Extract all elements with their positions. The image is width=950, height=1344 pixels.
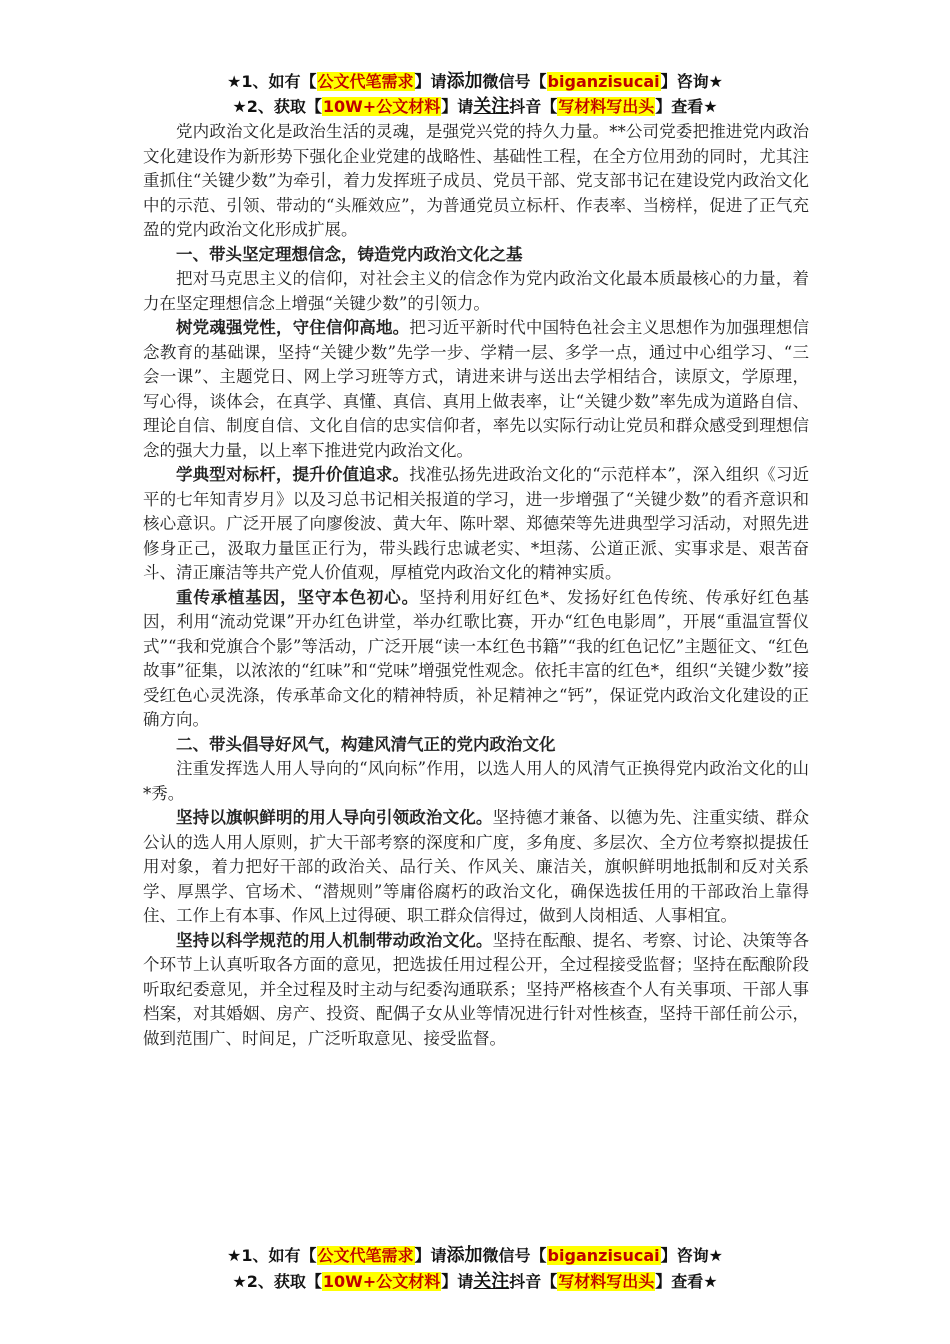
paragraph-text: 找准弘扬先进政治文化的“示范样本”，深入组织《习近平的七年知青岁月》以及习总书记相关报道的学习，进一步增强了“关键少数”的看齐意识和核心意识。广泛开展了向廖俊波、黄大年、陈叶翠、郑德荣等先进典型学习活动，对照先进修身正己，汲取力量匡正行为，带头践行忠诚老实、*坦荡、公道正派、实事求是、艰苦奋斗、清正廉洁等共产党人价值观，厚植党内政治文化的精神实质。	[143, 465, 810, 582]
section1-paragraph-2	[143, 463, 809, 586]
paragraph-text: 坚持德才兼备、以德为先、注重实绩、群众公认的选人用人原则，扩大干部考察的深度和广度，多角度、多层次、全方位考察拟提拔任用对象，着力把好干部的政治关、品行关、作风关、廉洁关，旗帜鲜明地抵制和反对关系学、厚黑学、官场术、“潜规则”等庸俗腐朽的政治文化，确保选拔任用的干部政治上靠得住、工作上有本事、作风上过得硬、职工群众信得过，做到人岗相适、人事相宜。	[143, 808, 810, 925]
promo-text: 抖音【	[509, 1272, 558, 1291]
promo-suffix: 】查看★	[655, 97, 718, 116]
promo-text: 】请	[414, 1246, 447, 1265]
section2-paragraph-2	[143, 929, 809, 1052]
promo-line-wechat-bottom	[0, 1244, 950, 1268]
promo-line-douyin-bottom	[0, 1270, 950, 1294]
paragraph-lead: 坚持以科学规范的用人机制带动政治文化。	[176, 930, 493, 950]
promo-text: 微信号【	[482, 72, 547, 91]
promo-emphasis: 关注	[473, 96, 510, 117]
paragraph-lead: 树党魂强党性，守住信仰高地。	[176, 318, 410, 337]
section2-heading: 二、带头倡导好风气，构建风清气正的党内政治文化	[176, 734, 556, 754]
promo-text: 】请	[441, 97, 474, 116]
promo-line-wechat-top	[0, 70, 950, 94]
promo-prefix: ★1、如有【	[227, 72, 317, 91]
promo-suffix: 】查看★	[655, 1272, 718, 1291]
intro-paragraph: 党内政治文化是政治生活的灵魂，是强党兴党的持久力量。**公司党委把推进党内政治文化建设作为新形势下强化企业党建的战略性、基础性工程，在全方位用劲的同时，尤其注重抓住“关键少数”为牵引，着力发挥班子成员、党员干部、党支部书记在建设党内政治文化中的示范、引领、带动的“头雁效应”，为普通党员立标杆、作表率、当榜样，促进了正气充盈的党内政治文化形成扩展。	[143, 122, 809, 239]
section1-intro: 把对马克思主义的信仰，对社会主义的信念作为党内政治文化最本质最核心的力量，着力在坚定理想信念上增强“关键少数”的引领力。	[143, 269, 809, 313]
paragraph-lead: 坚持以旗帜鲜明的用人导向引领政治文化。	[176, 808, 493, 827]
promo-prefix: ★2、获取【	[232, 97, 322, 116]
promo-highlight-materials: 10W+公文材料	[322, 97, 441, 116]
promo-highlight-materials: 10W+公文材料	[322, 1272, 441, 1291]
promo-prefix: ★1、如有【	[227, 1246, 317, 1265]
paragraph-lead: 重传承植基因，坚守本色初心。	[176, 587, 419, 607]
section1-paragraph-1	[143, 316, 809, 463]
promo-text: 微信号【	[482, 1246, 547, 1265]
section1-paragraph-3	[143, 586, 809, 733]
promo-highlight-service: 公文代笔需求	[317, 1246, 414, 1265]
promo-emphasis: 添加	[446, 71, 483, 92]
promo-highlight-douyin-id: 写材料写出头	[558, 97, 655, 116]
promo-suffix: 】咨询★	[660, 1246, 723, 1265]
promo-emphasis: 添加	[446, 1245, 483, 1266]
promo-prefix: ★2、获取【	[232, 1272, 322, 1291]
promo-suffix: 】咨询★	[660, 72, 723, 91]
section1-heading: 一、带头坚定理想信念，铸造党内政治文化之基	[176, 244, 523, 264]
promo-highlight-wechat-id: biganzisucai	[547, 1246, 660, 1265]
paragraph-lead: 学典型对标杆，提升价值追求。	[176, 465, 410, 484]
promo-highlight-wechat-id: biganzisucai	[547, 72, 660, 91]
document-body	[143, 120, 809, 1051]
promo-line-douyin-top	[0, 95, 950, 119]
section2-paragraph-1	[143, 806, 809, 929]
section2-intro: 注重发挥选人用人导向的“风向标”作用，以选人用人的风清气正换得党内政治文化的山*秀。	[143, 759, 809, 803]
promo-highlight-service: 公文代笔需求	[317, 72, 414, 91]
promo-text: 】请	[441, 1272, 474, 1291]
paragraph-text: 把习近平新时代中国特色社会主义思想作为加强理想信念教育的基础课，坚持“关键少数”先学一步、学精一层、多学一点，通过中心组学习、“三会一课”、主题党日、网上学习班等方式，请进来讲与送出去学相结合，读原文，学原理，写心得，谈体会，在真学、真懂、真信、真用上做表率，让“关键少数”率先成为道路自信、理论自信、制度自信、文化自信的忠实信仰者，率先以实际行动让党员和群众感受到理想信念的强大力量，以上率下推进党内政治文化。	[143, 318, 810, 460]
paragraph-text: 坚持在酝酿、提名、考察、讨论、决策等各个环节上认真听取各方面的意见，把选拔任用过程公开，全过程接受监督；坚持在酝酿阶段听取纪委意见，并全过程及时主动与纪委沟通联系；坚持严格核查个人有关事项、干部人事档案，对其婚姻、房产、投资、配偶子女从业等情况进行针对性核查，坚持干部任前公示，做到范围广、时间足，广泛听取意见、接受监督。	[143, 930, 810, 1048]
paragraph-text: 坚持利用好红色*、发扬好红色传统、传承好红色基因，利用“流动党课”开办红色讲堂，举办红歌比赛，开办“红色电影周”，开展“重温宣誓仪式”“我和党旗合个影”等活动，广泛开展“读一本红色书籍”“我的红色记忆”主题征文、“红色故事”征集，以浓浓的“红味”和“党味”增强党性观念。依托丰富的红色*，组织“关键少数”接受红色心灵洗涤，传承革命文化的精神特质，补足精神之“钙”，保证党内政治文化建设的正确方向。	[143, 587, 810, 729]
promo-highlight-douyin-id: 写材料写出头	[558, 1272, 655, 1291]
promo-text: 】请	[414, 72, 447, 91]
promo-text: 抖音【	[509, 97, 558, 116]
promo-emphasis: 关注	[473, 1271, 510, 1292]
